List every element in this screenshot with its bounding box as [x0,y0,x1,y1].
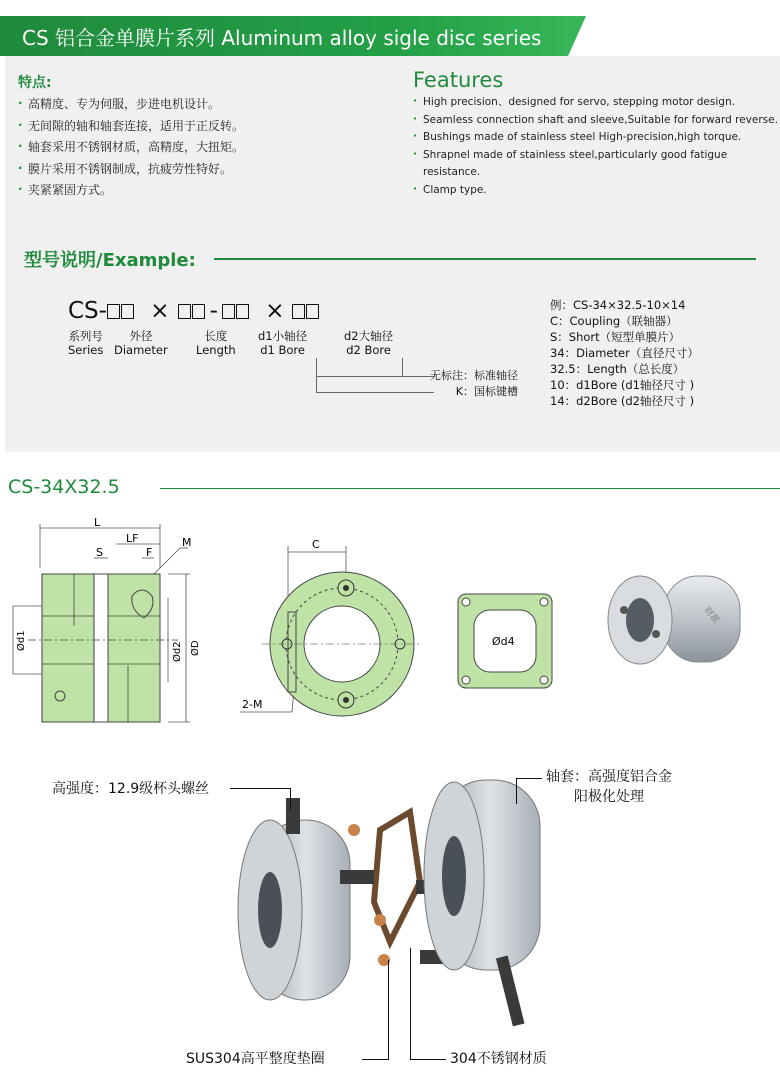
clamp-screw [496,956,525,1027]
model-code [68,298,320,324]
example-line: 14：d2Bore (d2轴径尺寸 ) [550,394,695,408]
label-d2: d2大轴径 d2 Bore [344,329,394,357]
example-line: 10：d1Bore (d1轴径尺寸 ) [550,378,695,392]
dim-d2: Ød2 [172,641,183,662]
example-legend [550,297,699,409]
brand-mark: 财派 [701,605,721,626]
dim-D: ØD [190,640,201,656]
dim-2M: 2-M [242,698,263,711]
code-times: × [150,298,170,324]
callout-line [290,788,291,810]
clamp-screw [286,798,300,834]
callout-line [388,960,389,1060]
bracket-line [316,358,317,392]
feature-item: · Shrapnel made of stainless steel,particularly good fatigue resistance. [413,147,780,182]
callout-screw: 高强度：12.9级杯头螺丝 [52,781,210,797]
code-times: × [265,298,285,324]
label-length: 长度 Length [196,329,236,357]
example-line: 34：Diameter（直径尺寸） [550,346,699,360]
product-image [604,570,764,680]
callout-disc: 304不锈钢材质 [450,1051,547,1067]
feature-item: · 无间隙的轴和轴套连接，适用于正反转。 [18,116,244,138]
code-box [306,304,319,319]
callout-line [516,778,517,804]
callout-line [516,778,542,779]
code-box [222,304,235,319]
callout-sleeve: 轴套：高强度铝合金 阳极化处理 [546,769,672,805]
code-box [236,304,249,319]
code-box [121,304,134,319]
bore-note: 无标注：标准轴径 K：国标键槽 [430,369,518,398]
label-d1: d1小轴径 d1 Bore [258,329,308,357]
feature-item: · High precision、designed for servo, stepping motor design. [413,94,780,112]
front-view-drawing [232,534,432,734]
disc-drawing [452,588,562,698]
features-en-list [413,94,780,199]
callout-line [410,1059,446,1060]
label-series: 系列号 Series [68,329,104,357]
feature-item: · 膜片采用不锈钢制成，抗疲劳性特好。 [18,159,244,181]
callout-line [362,1059,388,1060]
dim-L: L [94,516,101,529]
right-hub [424,780,540,970]
bracket-line [316,376,434,377]
feature-item: · 夹紧紧固方式。 [18,180,244,202]
features-en-heading: Features [413,68,504,92]
disc-pack [94,574,108,722]
model-rule [160,488,780,489]
example-line: 例：CS-34×32.5-10×14 [550,298,686,312]
code-box [178,304,191,319]
dim-C: C [312,538,320,551]
features-cn-heading: 特点: [18,75,52,91]
left-hub [238,820,350,1000]
dim-M: M [182,536,192,549]
code-box [107,304,120,319]
dim-LF: LF [126,532,139,545]
example-line: S：Short（短型单膜片） [550,330,681,344]
page-title: CS 铝合金单膜片系列 Aluminum alloy sigle disc series [22,26,542,50]
feature-item: · Seamless connection shaft and sleeve,Suitable for forward reverse. [413,112,780,130]
label-diameter: 外径 Diameter [114,329,168,357]
code-box [292,304,305,319]
code-dash: - [209,298,218,324]
feature-item: · 高精度、专为伺服，步进电机设计。 [18,94,244,116]
bracket-line [316,392,434,393]
dim-d1: Ød1 [16,630,27,651]
bracket-line [402,358,403,376]
exploded-assembly [230,770,630,1050]
model-title: CS-34X32.5 [8,476,120,498]
example-line: C：Coupling（联轴器） [550,314,678,328]
dim-S: S [96,546,103,559]
dim-F: F [146,546,153,559]
feature-item: · 轴套采用不锈钢材质，高精度，大扭矩。 [18,137,244,159]
hub-left [42,574,94,722]
example-rule [214,258,756,260]
side-view-drawing [8,516,208,726]
dim-d4: Ød4 [492,635,515,648]
example-line: 32.5：Length（总长度） [550,362,685,376]
code-box [192,304,205,319]
header-banner [0,16,568,56]
feature-item: · Bushings made of stainless steel High-precision,high torque. [413,129,780,147]
callout-line [230,788,290,789]
example-title: 型号说明/Example: [24,250,196,271]
callout-line [410,948,411,1060]
callout-washer: SUS304高平整度垫圈 [186,1051,325,1067]
feature-item: · Clamp type. [413,182,780,200]
features-cn-list [18,94,244,202]
code-prefix: CS- [68,298,107,324]
